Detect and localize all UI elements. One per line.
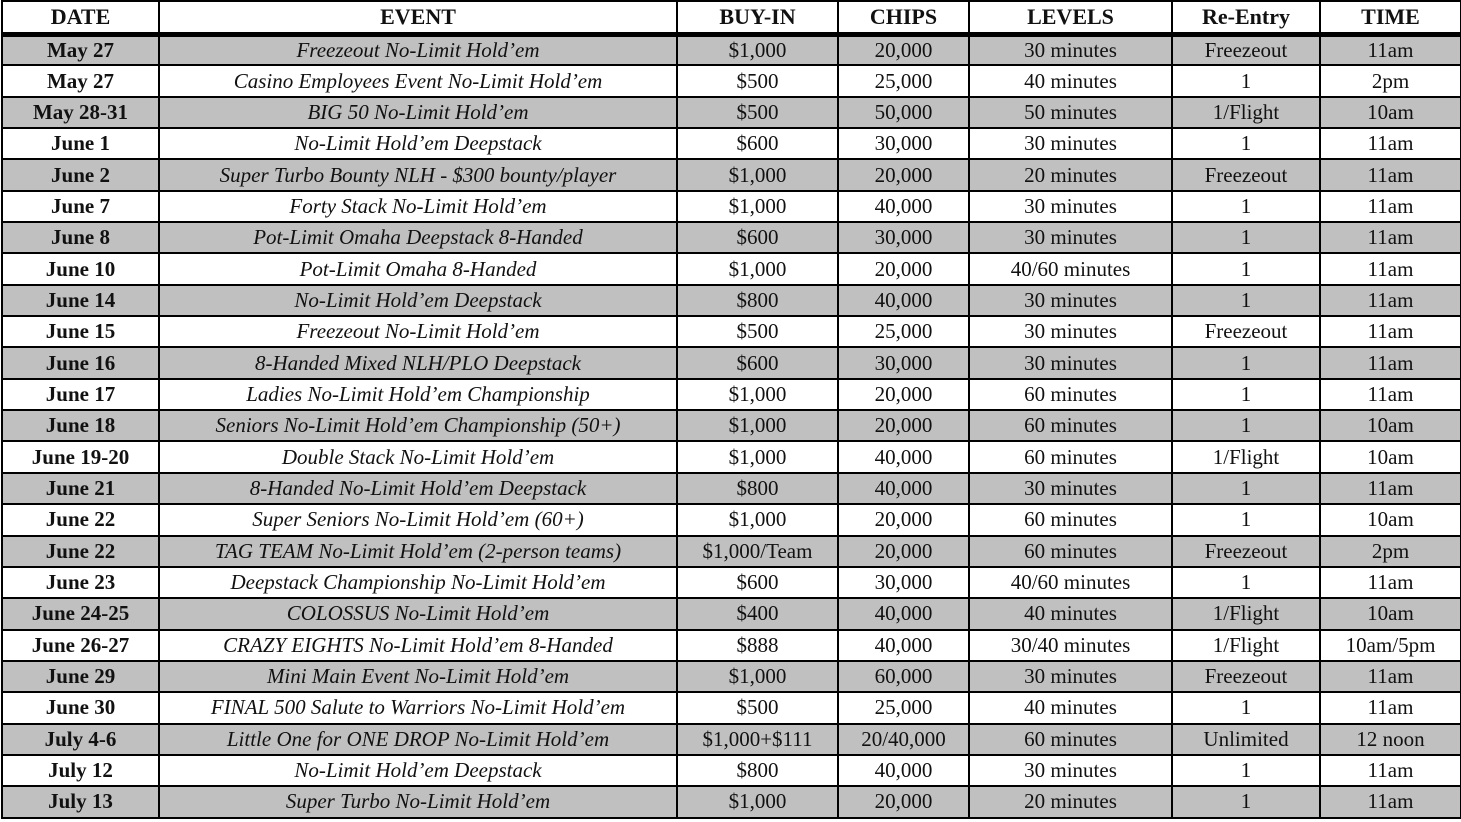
table-row [2, 598, 1461, 629]
time-cell: 11am [1320, 755, 1461, 786]
date-cell: June 7 [2, 191, 159, 222]
table-row [2, 724, 1461, 755]
column-header-date: DATE [2, 1, 159, 34]
chips-cell: 20,000 [838, 379, 969, 410]
levels-cell: 30 minutes [969, 222, 1172, 253]
column-header-buyin: BUY-IN [677, 1, 838, 34]
levels-cell: 40 minutes [969, 598, 1172, 629]
levels-cell: 60 minutes [969, 441, 1172, 472]
levels-cell: 60 minutes [969, 724, 1172, 755]
time-cell: 11am [1320, 379, 1461, 410]
event-cell: Casino Employees Event No-Limit Hold’em [159, 65, 677, 96]
chips-cell: 30,000 [838, 567, 969, 598]
reentry-cell: 1 [1172, 253, 1320, 284]
date-cell: July 13 [2, 786, 159, 817]
buyin-cell: $1,000 [677, 159, 838, 190]
buyin-cell: $1,000 [677, 379, 838, 410]
table-row [2, 128, 1461, 159]
time-cell: 11am [1320, 316, 1461, 347]
date-cell: June 8 [2, 222, 159, 253]
reentry-cell: 1 [1172, 473, 1320, 504]
buyin-cell: $600 [677, 222, 838, 253]
reentry-cell: Freezeout [1172, 159, 1320, 190]
time-cell: 12 noon [1320, 724, 1461, 755]
table-row [2, 285, 1461, 316]
time-cell: 10am/5pm [1320, 630, 1461, 661]
table-row [2, 630, 1461, 661]
levels-cell: 40 minutes [969, 65, 1172, 96]
reentry-cell: 1 [1172, 504, 1320, 535]
event-cell: CRAZY EIGHTS No-Limit Hold’em 8-Handed [159, 630, 677, 661]
reentry-cell: 1/Flight [1172, 598, 1320, 629]
event-cell: Forty Stack No-Limit Hold’em [159, 191, 677, 222]
buyin-cell: $1,000 [677, 191, 838, 222]
levels-cell: 20 minutes [969, 159, 1172, 190]
event-cell: 8-Handed No-Limit Hold’em Deepstack [159, 473, 677, 504]
reentry-cell: 1 [1172, 191, 1320, 222]
buyin-cell: $400 [677, 598, 838, 629]
time-cell: 11am [1320, 191, 1461, 222]
buyin-cell: $1,000 [677, 441, 838, 472]
event-cell: Pot-Limit Omaha 8-Handed [159, 253, 677, 284]
date-cell: May 27 [2, 65, 159, 96]
chips-cell: 20,000 [838, 34, 969, 65]
levels-cell: 30 minutes [969, 473, 1172, 504]
event-cell: Pot-Limit Omaha Deepstack 8-Handed [159, 222, 677, 253]
reentry-cell: 1 [1172, 347, 1320, 378]
event-cell: BIG 50 No-Limit Hold’em [159, 97, 677, 128]
levels-cell: 20 minutes [969, 786, 1172, 817]
reentry-cell: 1 [1172, 786, 1320, 817]
levels-cell: 30 minutes [969, 34, 1172, 65]
levels-cell: 30 minutes [969, 128, 1172, 159]
reentry-cell: 1 [1172, 65, 1320, 96]
chips-cell: 25,000 [838, 316, 969, 347]
reentry-cell: Freezeout [1172, 34, 1320, 65]
chips-cell: 30,000 [838, 222, 969, 253]
levels-cell: 40 minutes [969, 692, 1172, 723]
time-cell: 10am [1320, 598, 1461, 629]
date-cell: June 22 [2, 536, 159, 567]
time-cell: 10am [1320, 410, 1461, 441]
time-cell: 2pm [1320, 65, 1461, 96]
chips-cell: 20,000 [838, 410, 969, 441]
levels-cell: 40/60 minutes [969, 253, 1172, 284]
chips-cell: 25,000 [838, 692, 969, 723]
table-row [2, 253, 1461, 284]
reentry-cell: 1/Flight [1172, 441, 1320, 472]
date-cell: July 4-6 [2, 724, 159, 755]
chips-cell: 40,000 [838, 473, 969, 504]
buyin-cell: $500 [677, 692, 838, 723]
table-row [2, 536, 1461, 567]
event-cell: COLOSSUS No-Limit Hold’em [159, 598, 677, 629]
buyin-cell: $800 [677, 755, 838, 786]
event-cell: Little One for ONE DROP No-Limit Hold’em [159, 724, 677, 755]
buyin-cell: $600 [677, 567, 838, 598]
chips-cell: 20,000 [838, 536, 969, 567]
buyin-cell: $500 [677, 97, 838, 128]
reentry-cell: Freezeout [1172, 536, 1320, 567]
chips-cell: 30,000 [838, 128, 969, 159]
reentry-cell: 1 [1172, 222, 1320, 253]
levels-cell: 30 minutes [969, 347, 1172, 378]
time-cell: 10am [1320, 441, 1461, 472]
date-cell: June 24-25 [2, 598, 159, 629]
date-cell: July 12 [2, 755, 159, 786]
event-cell: No-Limit Hold’em Deepstack [159, 755, 677, 786]
chips-cell: 50,000 [838, 97, 969, 128]
time-cell: 10am [1320, 504, 1461, 535]
buyin-cell: $600 [677, 128, 838, 159]
reentry-cell: Freezeout [1172, 316, 1320, 347]
table-row [2, 34, 1461, 65]
header-row [2, 1, 1461, 34]
column-header-time: TIME [1320, 1, 1461, 34]
buyin-cell: $1,000+$111 [677, 724, 838, 755]
chips-cell: 40,000 [838, 285, 969, 316]
levels-cell: 30 minutes [969, 285, 1172, 316]
date-cell: May 27 [2, 34, 159, 65]
column-header-levels: LEVELS [969, 1, 1172, 34]
chips-cell: 40,000 [838, 630, 969, 661]
date-cell: June 17 [2, 379, 159, 410]
levels-cell: 60 minutes [969, 410, 1172, 441]
chips-cell: 40,000 [838, 441, 969, 472]
reentry-cell: 1 [1172, 567, 1320, 598]
event-cell: Freezeout No-Limit Hold’em [159, 34, 677, 65]
buyin-cell: $1,000 [677, 253, 838, 284]
event-cell: FINAL 500 Salute to Warriors No-Limit Hold’em [159, 692, 677, 723]
reentry-cell: 1 [1172, 285, 1320, 316]
table-row [2, 441, 1461, 472]
table-row [2, 410, 1461, 441]
time-cell: 11am [1320, 222, 1461, 253]
date-cell: June 1 [2, 128, 159, 159]
date-cell: June 30 [2, 692, 159, 723]
table-row [2, 504, 1461, 535]
date-cell: June 23 [2, 567, 159, 598]
table-row [2, 473, 1461, 504]
date-cell: June 22 [2, 504, 159, 535]
table-row [2, 159, 1461, 190]
levels-cell: 30 minutes [969, 191, 1172, 222]
reentry-cell: Freezeout [1172, 661, 1320, 692]
buyin-cell: $1,000 [677, 410, 838, 441]
event-cell: Mini Main Event No-Limit Hold’em [159, 661, 677, 692]
reentry-cell: 1 [1172, 128, 1320, 159]
date-cell: June 18 [2, 410, 159, 441]
table-row [2, 97, 1461, 128]
date-cell: June 16 [2, 347, 159, 378]
time-cell: 10am [1320, 97, 1461, 128]
date-cell: June 19-20 [2, 441, 159, 472]
chips-cell: 25,000 [838, 65, 969, 96]
chips-cell: 20,000 [838, 504, 969, 535]
levels-cell: 30 minutes [969, 661, 1172, 692]
date-cell: June 21 [2, 473, 159, 504]
buyin-cell: $1,000 [677, 504, 838, 535]
table-row [2, 755, 1461, 786]
time-cell: 11am [1320, 128, 1461, 159]
time-cell: 11am [1320, 567, 1461, 598]
time-cell: 2pm [1320, 536, 1461, 567]
chips-cell: 20,000 [838, 253, 969, 284]
table-row [2, 65, 1461, 96]
levels-cell: 50 minutes [969, 97, 1172, 128]
table-row [2, 661, 1461, 692]
time-cell: 11am [1320, 692, 1461, 723]
levels-cell: 30/40 minutes [969, 630, 1172, 661]
chips-cell: 40,000 [838, 191, 969, 222]
time-cell: 11am [1320, 285, 1461, 316]
buyin-cell: $600 [677, 347, 838, 378]
buyin-cell: $888 [677, 630, 838, 661]
time-cell: 11am [1320, 34, 1461, 65]
reentry-cell: 1 [1172, 379, 1320, 410]
event-cell: No-Limit Hold’em Deepstack [159, 285, 677, 316]
buyin-cell: $1,000 [677, 34, 838, 65]
levels-cell: 60 minutes [969, 536, 1172, 567]
chips-cell: 40,000 [838, 755, 969, 786]
levels-cell: 30 minutes [969, 755, 1172, 786]
buyin-cell: $800 [677, 473, 838, 504]
event-cell: Super Turbo Bounty NLH - $300 bounty/player [159, 159, 677, 190]
event-cell: Double Stack No-Limit Hold’em [159, 441, 677, 472]
event-cell: Ladies No-Limit Hold’em Championship [159, 379, 677, 410]
table-row [2, 786, 1461, 817]
levels-cell: 60 minutes [969, 379, 1172, 410]
table-row [2, 222, 1461, 253]
reentry-cell: Unlimited [1172, 724, 1320, 755]
buyin-cell: $800 [677, 285, 838, 316]
reentry-cell: 1/Flight [1172, 630, 1320, 661]
chips-cell: 60,000 [838, 661, 969, 692]
table-row [2, 316, 1461, 347]
buyin-cell: $1,000/Team [677, 536, 838, 567]
levels-cell: 60 minutes [969, 504, 1172, 535]
table-row [2, 567, 1461, 598]
time-cell: 11am [1320, 253, 1461, 284]
time-cell: 11am [1320, 347, 1461, 378]
levels-cell: 30 minutes [969, 316, 1172, 347]
levels-cell: 40/60 minutes [969, 567, 1172, 598]
date-cell: June 26-27 [2, 630, 159, 661]
event-cell: Freezeout No-Limit Hold’em [159, 316, 677, 347]
reentry-cell: 1 [1172, 692, 1320, 723]
event-cell: 8-Handed Mixed NLH/PLO Deepstack [159, 347, 677, 378]
time-cell: 11am [1320, 786, 1461, 817]
chips-cell: 20,000 [838, 786, 969, 817]
chips-cell: 40,000 [838, 598, 969, 629]
event-cell: No-Limit Hold’em Deepstack [159, 128, 677, 159]
chips-cell: 20,000 [838, 159, 969, 190]
date-cell: June 2 [2, 159, 159, 190]
date-cell: June 10 [2, 253, 159, 284]
time-cell: 11am [1320, 159, 1461, 190]
date-cell: June 15 [2, 316, 159, 347]
date-cell: June 29 [2, 661, 159, 692]
event-cell: Super Seniors No-Limit Hold’em (60+) [159, 504, 677, 535]
chips-cell: 20/40,000 [838, 724, 969, 755]
column-header-chips: CHIPS [838, 1, 969, 34]
buyin-cell: $1,000 [677, 786, 838, 817]
table-row [2, 379, 1461, 410]
event-cell: TAG TEAM No-Limit Hold’em (2-person teams) [159, 536, 677, 567]
buyin-cell: $500 [677, 316, 838, 347]
time-cell: 11am [1320, 661, 1461, 692]
time-cell: 11am [1320, 473, 1461, 504]
buyin-cell: $1,000 [677, 661, 838, 692]
date-cell: May 28-31 [2, 97, 159, 128]
column-header-event: EVENT [159, 1, 677, 34]
table-row [2, 347, 1461, 378]
event-cell: Deepstack Championship No-Limit Hold’em [159, 567, 677, 598]
reentry-cell: 1/Flight [1172, 97, 1320, 128]
reentry-cell: 1 [1172, 755, 1320, 786]
table-row [2, 191, 1461, 222]
tournament-schedule-table [1, 0, 1461, 819]
buyin-cell: $500 [677, 65, 838, 96]
event-cell: Super Turbo No-Limit Hold’em [159, 786, 677, 817]
date-cell: June 14 [2, 285, 159, 316]
event-cell: Seniors No-Limit Hold’em Championship (50+) [159, 410, 677, 441]
chips-cell: 30,000 [838, 347, 969, 378]
schedule-body [2, 34, 1461, 818]
reentry-cell: 1 [1172, 410, 1320, 441]
column-header-reentry: Re-Entry [1172, 1, 1320, 34]
table-row [2, 692, 1461, 723]
